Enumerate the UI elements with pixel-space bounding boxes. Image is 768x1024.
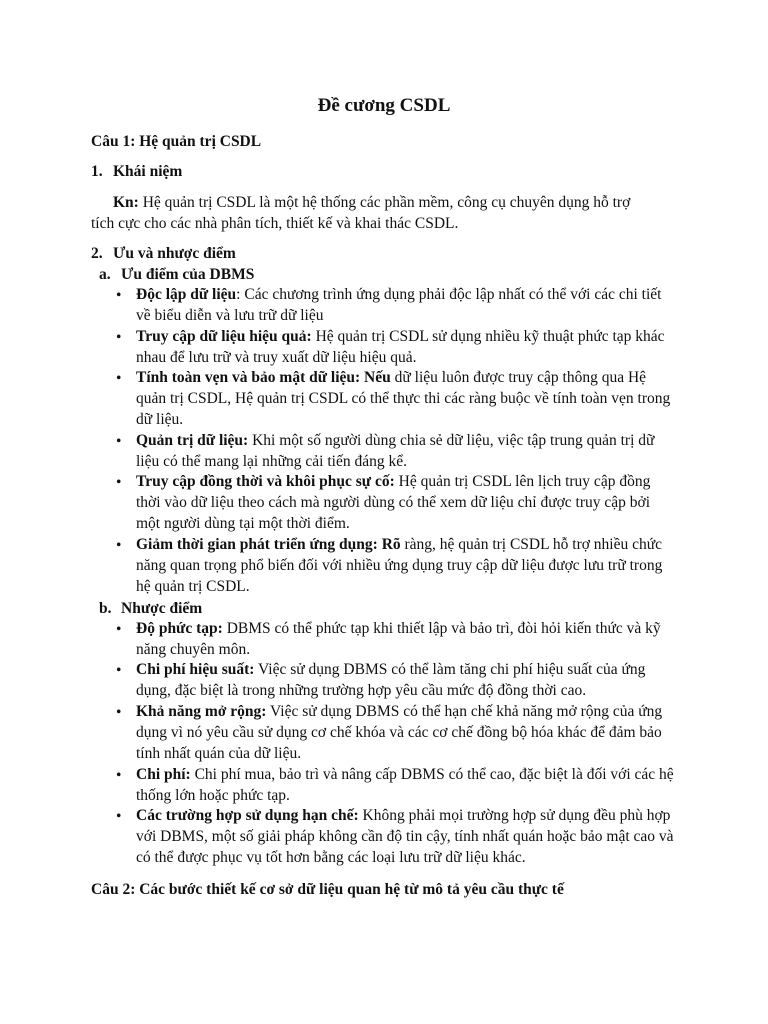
list-item	[136, 702, 676, 764]
item-term: Khả năng mở rộng:	[136, 703, 267, 720]
bullet-icon: •	[116, 662, 122, 679]
item-text: Chi phí mua, bảo trì và nâng cấp DBMS có thể cao, đặc biệt là đối với các hệ thống lớn hoặc phức tạp.	[136, 766, 674, 804]
list-item	[136, 765, 676, 807]
definition-line-2: tích cực cho các nhà phân tích, thiết kế và khai thác CSDL.	[91, 215, 459, 232]
item-term: Quản trị dữ liệu:	[136, 432, 249, 449]
item-text: Hệ quản trị CSDL lên lịch truy cập đồng thời vào dữ liệu theo cách mà người dùng có thể xem dữ liệu chỉ được truy cập bởi một người dùng tại một thời điểm.	[136, 473, 651, 532]
list-item	[136, 285, 676, 327]
bullet-icon: •	[116, 621, 122, 638]
subsection-a-title: Ưu điểm của DBMS	[121, 266, 255, 283]
subsection-b-title: Nhược điểm	[121, 600, 203, 617]
item-text: ràng, hệ quản trị CSDL hỗ trợ nhiều chức năng quan trọng phổ biến đối với nhiều ứng dụng truy cập dữ liệu được lưu trữ trong hệ quản trị CSDL.	[136, 536, 663, 595]
item-term: Chi phí hiệu suất:	[136, 661, 255, 678]
list-item	[136, 431, 676, 473]
definition-line-1	[113, 192, 630, 213]
item-text: Việc sử dụng DBMS có thể làm tăng chi phí hiệu suất của ứng dụng, đặc biệt là trong những trường hợp yêu cầu mức độ đồng thời cao.	[136, 661, 646, 699]
item-text: Hệ quản trị CSDL sử dụng nhiều kỹ thuật phức tạp khác nhau để lưu trữ và truy xuất dữ liệu hiệu quả.	[136, 328, 665, 366]
item-term: Độ phức tạp:	[136, 620, 223, 637]
list-item	[136, 619, 676, 661]
section-2-number: 2.	[91, 245, 103, 262]
bullet-icon: •	[116, 329, 122, 346]
item-term: Các trường hợp sử dụng hạn chế:	[136, 807, 359, 824]
item-term: Độc lập dữ liệu	[136, 286, 237, 303]
bullet-icon: •	[116, 537, 122, 554]
list-item	[136, 472, 676, 534]
section-1-number: 1.	[91, 163, 103, 180]
section-1-title: Khái niệm	[113, 163, 183, 180]
item-text: Khi một số người dùng chia sẻ dữ liệu, việc tập trung quản trị dữ liệu có thể mang lại những cải tiến đáng kể.	[136, 432, 655, 470]
question-1-heading: Câu 1: Hệ quản trị CSDL	[91, 133, 262, 150]
list-item	[136, 535, 676, 597]
item-term: Truy cập đồng thời và khôi phục sự cố:	[136, 473, 395, 490]
list-item	[136, 327, 676, 369]
item-text: : Các chương trình ứng dụng phải độc lập nhất có thể với các chi tiết về biểu diễn và lưu trữ dữ liệu	[136, 286, 662, 324]
question-2-heading: Câu 2: Các bước thiết kế cơ sở dữ liệu quan hệ từ mô tả yêu cầu thực tế	[91, 881, 564, 898]
subsection-a-letter: a.	[99, 266, 111, 283]
item-term: Giảm thời gian phát triển ứng dụng: Rõ	[136, 536, 401, 553]
bullet-icon: •	[116, 704, 122, 721]
bullet-icon: •	[116, 474, 122, 491]
bullet-icon: •	[116, 287, 122, 304]
item-term: Tính toàn vẹn và bảo mật dữ liệu: Nếu	[136, 369, 391, 386]
subsection-b-letter: b.	[99, 600, 112, 617]
definition-label: Kn:	[113, 194, 139, 211]
document-title: Đề cương CSDL	[317, 95, 451, 116]
item-text: Việc sử dụng DBMS có thể hạn chế khả năng mở rộng của ứng dụng vì nó yêu cầu sử dụng cơ chế khóa và các cơ chế đồng bộ hóa khác để đảm bảo tính nhất quán của dữ liệu.	[136, 703, 663, 762]
item-text: Không phải mọi trường hợp sử dụng đều phù hợp với DBMS, một số giải pháp không cần độ tin cậy, tính nhất quán hoặc bảo mật cao và có thể được phục vụ tốt hơn bằng các loại lưu trữ dữ liệu khác.	[136, 807, 674, 866]
item-term: Chi phí:	[136, 766, 191, 783]
list-item	[136, 660, 676, 702]
item-text: dữ liệu luôn được truy cập thông qua Hệ quản trị CSDL, Hệ quản trị CSDL có thể thực thi các ràng buộc về tính toàn vẹn trong dữ liệu.	[136, 369, 671, 428]
bullet-icon: •	[116, 767, 122, 784]
item-term: Truy cập dữ liệu hiệu quả:	[136, 328, 312, 345]
bullet-icon: •	[116, 370, 122, 387]
bullet-icon: •	[116, 433, 122, 450]
list-item	[136, 368, 676, 430]
bullet-icon: •	[116, 808, 122, 825]
section-2-title: Ưu và nhược điểm	[113, 245, 236, 262]
definition-text-1: Hệ quản trị CSDL là một hệ thống các phần mềm, công cụ chuyên dụng hỗ trợ	[138, 194, 631, 211]
item-text: DBMS có thể phức tạp khi thiết lập và bảo trì, đòi hỏi kiến thức và kỹ năng chuyên môn.	[136, 620, 661, 658]
list-item	[136, 806, 676, 868]
